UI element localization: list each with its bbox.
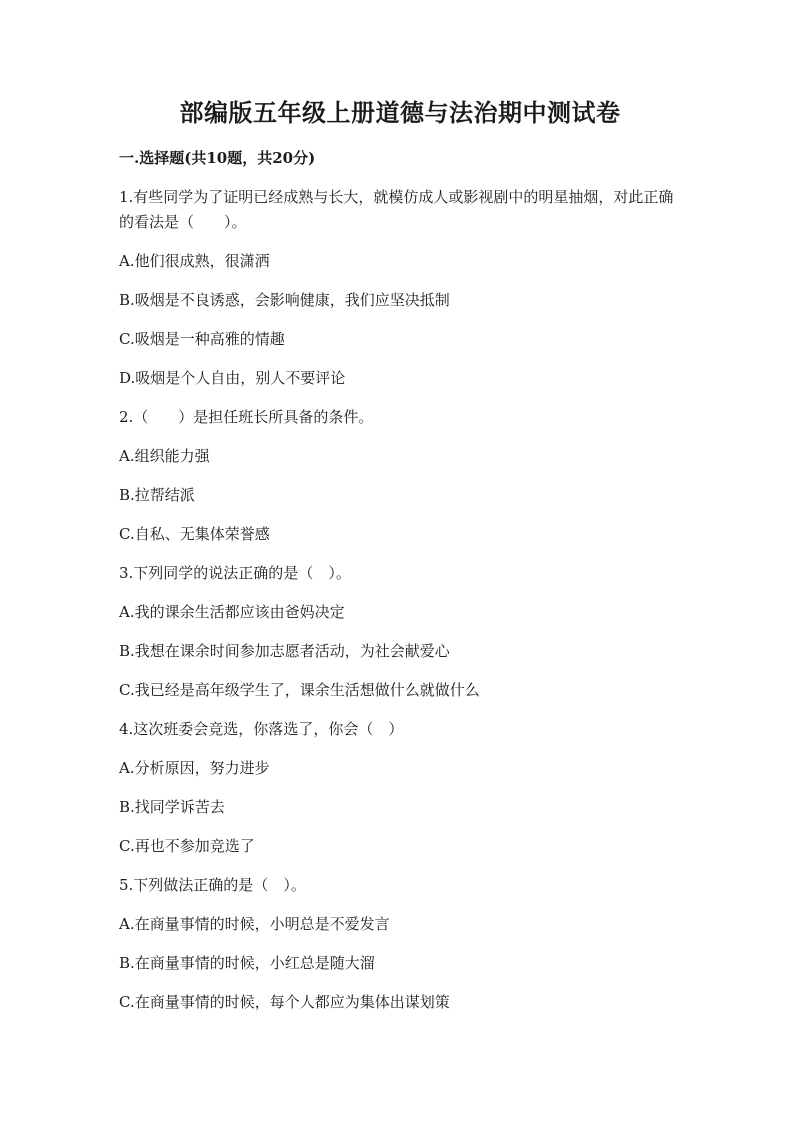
q4-option-c: C.再也不参加竞选了 (119, 837, 255, 855)
q5-option-a: A.在商量事情的时候，小明总是不爱发言 (119, 915, 390, 933)
q2-option-b: B.拉帮结派 (119, 486, 195, 504)
q3-option-a: A.我的课余生活都应该由爸妈决定 (119, 603, 345, 621)
q5-option-b: B.在商量事情的时候，小红总是随大溜 (119, 954, 375, 972)
page-title: 部编版五年级上册道德与法治期中测试卷 (179, 98, 621, 127)
q1-option-d: D.吸烟是个人自由，别人不要评论 (119, 369, 346, 387)
q5-option-c: C.在商量事情的时候，每个人都应为集体出谋划策 (119, 993, 450, 1011)
question-stem-5: 5.下列做法正确的是（ ）。 (119, 876, 306, 894)
question-stem-4: 4.这次班委会竞选，你落选了，你会（ ） (119, 720, 404, 738)
q1-option-c: C.吸烟是一种高雅的情趣 (119, 330, 285, 348)
q2-option-a: A.组织能力强 (119, 447, 210, 465)
q4-option-a: A.分析原因，努力进步 (119, 759, 270, 777)
q4-option-b: B.找同学诉苦去 (119, 798, 225, 816)
q3-option-c: C.我已经是高年级学生了，课余生活想做什么就做什么 (119, 681, 480, 699)
q1-option-a: A.他们很成熟，很潇洒 (119, 252, 270, 270)
q3-option-b: B.我想在课余时间参加志愿者活动，为社会献爱心 (119, 642, 450, 660)
question-stem-1: 1.有些同学为了证明已经成熟与长大，就模仿成人或影视剧中的明星抽烟，对此正确的看法是（ ）。 (119, 188, 674, 231)
question-stem-3: 3.下列同学的说法正确的是（ ）。 (119, 564, 351, 582)
question-stem-2: 2.（ ）是担任班长所具备的条件。 (119, 408, 374, 426)
section-heading: 一.选择题(共10题，共20分) (119, 149, 316, 167)
q1-option-b: B.吸烟是不良诱惑，会影响健康，我们应坚决抵制 (119, 291, 450, 309)
q2-option-c: C.自私、无集体荣誉感 (119, 525, 270, 543)
question-list (119, 185, 679, 1029)
